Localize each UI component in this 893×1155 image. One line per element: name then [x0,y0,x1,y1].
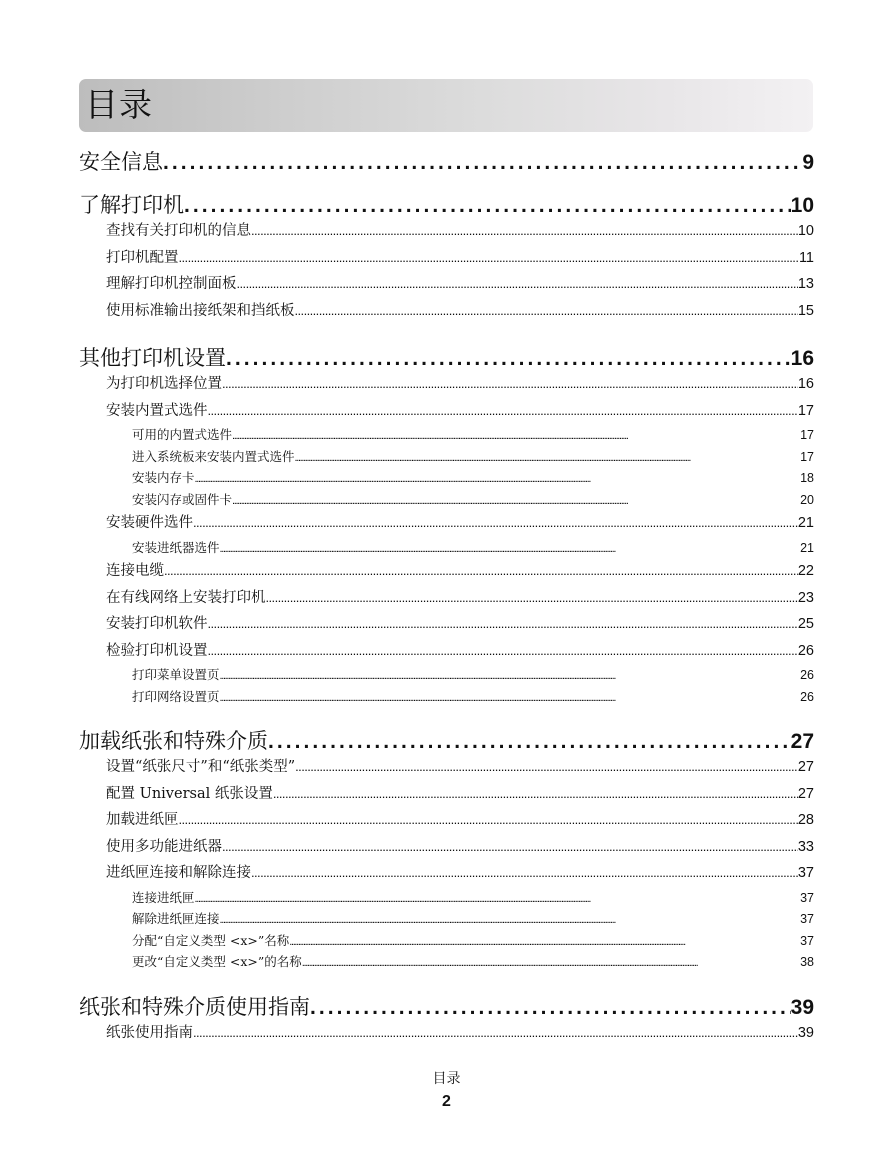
toc-section-entry[interactable] [79,612,814,639]
dot-leader [220,667,801,682]
toc-entry-page-number: 37 [800,912,814,926]
toc-entry-page-number: 37 [800,933,814,948]
toc-entry-label: 设置“纸张尺寸”和“纸张类型” [106,759,296,775]
toc-chapter-entry[interactable] [79,991,814,1017]
dot-leader [179,812,798,828]
toc-section-entry[interactable] [79,399,814,426]
toc-chapter-entry[interactable] [79,146,814,172]
toc-entry-label: 安装打印机软件 [106,616,208,632]
toc-entry-page-number: 16 [790,347,814,368]
toc-section-entry[interactable] [79,299,814,326]
dot-leader [193,515,798,531]
dot-leader [273,786,798,802]
toc-entry-label: 安装内存卡 [132,470,195,485]
toc-entry-page-number: 27 [797,785,814,802]
toc-entry-label: 打印机配置 [106,249,179,266]
toc-entry-label: 安装进纸器选件 [132,539,220,555]
table-of-contents [79,140,814,1047]
toc-entry-label: 使用标准输出接纸架和挡纸板 [106,302,295,319]
toc-entry-page-number: 37 [797,865,814,881]
toc-entry-label: 查找有关打印机的信息 [106,223,251,239]
toc-entry-page-number: 37 [800,890,814,905]
dot-leader [222,839,798,855]
toc-entry-page-number: 38 [800,955,814,969]
toc-section-entry[interactable] [79,808,814,835]
toc-entry-label: 检验打印机设置 [106,642,208,659]
toc-subsection-entry[interactable] [79,468,814,490]
dot-leader [302,954,800,969]
toc-subsection-entry[interactable] [79,687,814,709]
toc-chapter-entry[interactable] [79,725,814,751]
toc-entry-page-number: 26 [797,642,814,659]
toc-entry-label: 安装内置式选件 [106,402,208,419]
toc-entry-page-number: 17 [797,402,814,419]
toc-section-entry[interactable] [79,782,814,809]
dot-leader [220,540,801,555]
dot-leader [195,470,801,485]
dot-leader [237,276,798,292]
toc-subsection-entry[interactable] [79,931,814,953]
toc-entry-page-number: 27 [790,730,814,751]
toc-entry-page-number: 10 [797,223,814,239]
toc-entry-page-number: 11 [798,249,814,266]
toc-entry-label: 安全信息 [79,150,163,172]
toc-header-bar [79,79,813,132]
toc-entry-page-number: 39 [790,995,814,1017]
footer-section-label: 目录 [432,1071,461,1087]
dot-leader [251,865,798,881]
dot-leader [251,223,798,239]
toc-entry-page-number: 22 [797,563,814,579]
toc-entry-page-number: 10 [790,194,814,215]
dot-leader [179,250,799,266]
toc-section-entry[interactable] [79,861,814,888]
dot-leader [268,729,791,751]
toc-subsection-entry[interactable] [79,665,814,687]
toc-entry-page-number: 17 [800,449,814,464]
dot-leader [163,150,802,172]
toc-entry-page-number: 26 [800,689,814,704]
dot-leader [232,492,800,507]
dot-leader [208,403,798,419]
dot-leader [295,303,798,319]
dot-leader [232,427,800,442]
toc-section-entry[interactable] [79,272,814,299]
toc-entry-label: 打印网络设置页 [132,688,220,704]
toc-entry-page-number: 21 [797,515,814,531]
toc-entry-label: 可用的内置式选件 [132,427,233,442]
dot-leader [310,995,791,1017]
toc-section-entry[interactable] [79,219,814,246]
toc-subsection-entry[interactable] [79,952,814,974]
dot-leader [184,193,791,215]
page-title: 目录 [85,85,153,124]
toc-entry-page-number: 18 [800,471,814,485]
toc-entry-page-number: 9 [802,151,814,172]
toc-chapter-entry[interactable] [79,342,814,368]
toc-entry-page-number: 28 [797,812,814,828]
dot-leader [295,449,801,464]
dot-leader [193,1025,798,1041]
toc-entry-label: 打印菜单设置页 [132,667,220,682]
toc-section-entry[interactable] [79,559,814,586]
toc-entry-label: 配置 Universal 纸张设置 [106,785,273,802]
toc-entry-label: 解除进纸匣连接 [132,911,220,926]
dot-leader [220,689,801,704]
toc-section-entry[interactable] [79,1021,814,1048]
dot-leader [226,346,791,368]
toc-entry-page-number: 27 [797,759,814,775]
toc-entry-page-number: 39 [797,1024,814,1041]
toc-section-entry[interactable] [79,511,814,538]
dot-leader [222,376,798,392]
toc-entry-page-number: 16 [797,376,814,392]
dot-leader [208,616,798,632]
dot-leader [266,590,798,606]
toc-entry-page-number: 21 [800,540,814,555]
toc-section-entry[interactable] [79,835,814,862]
toc-entry-label: 其他打印机设置 [79,346,226,368]
toc-subsection-entry[interactable] [79,425,814,447]
toc-entry-page-number: 20 [800,492,814,507]
toc-entry-page-number: 33 [797,838,814,855]
toc-entry-label: 安装闪存或固件卡 [132,491,233,507]
toc-entry-label: 连接进纸匣 [132,889,195,905]
toc-entry-label: 分配“自定义类型 <x>”名称 [132,932,290,948]
toc-subsection-entry[interactable] [79,888,814,910]
toc-section-entry[interactable] [79,372,814,399]
toc-entry-page-number: 17 [800,428,814,442]
toc-section-entry[interactable] [79,246,814,273]
toc-entry-label: 加载进纸匣 [106,812,179,828]
toc-entry-label: 进入系统板来安装内置式选件 [132,448,295,464]
toc-entry-page-number: 25 [797,616,814,632]
toc-section-entry[interactable] [79,639,814,666]
dot-leader [164,563,798,579]
toc-entry-label: 理解打印机控制面板 [106,276,237,292]
toc-entry-label: 纸张使用指南 [106,1024,193,1041]
toc-section-entry[interactable] [79,586,814,613]
dot-leader [295,759,798,775]
toc-chapter-entry[interactable] [79,189,814,215]
toc-entry-label: 使用多功能进纸器 [106,838,222,855]
toc-subsection-entry[interactable] [79,538,814,560]
toc-entry-label: 更改“自定义类型 <x>”的名称 [132,954,302,969]
dot-leader [195,890,801,905]
toc-entry-label: 进纸匣连接和解除连接 [106,865,251,881]
toc-entry-label: 为打印机选择位置 [106,376,222,392]
toc-entry-page-number: 23 [797,589,814,606]
toc-entry-label: 加载纸张和特殊介质 [79,729,268,751]
footer-page-number: 2 [442,1093,451,1110]
toc-entry-label: 纸张和特殊介质使用指南 [79,994,310,1017]
toc-entry-label: 在有线网络上安装打印机 [106,589,266,606]
toc-subsection-entry[interactable] [79,490,814,512]
toc-entry-label: 了解打印机 [79,193,184,215]
toc-entry-page-number: 13 [797,276,814,292]
toc-entry-page-number: 26 [800,668,814,682]
toc-subsection-entry[interactable] [79,909,814,931]
toc-entry-label: 连接电缆 [106,563,164,579]
toc-section-entry[interactable] [79,755,814,782]
dot-leader [289,933,800,948]
toc-subsection-entry[interactable] [79,447,814,469]
dot-leader [208,643,798,659]
toc-entry-page-number: 15 [797,302,814,319]
toc-entry-label: 安装硬件选件 [106,515,193,531]
dot-leader [220,911,801,926]
